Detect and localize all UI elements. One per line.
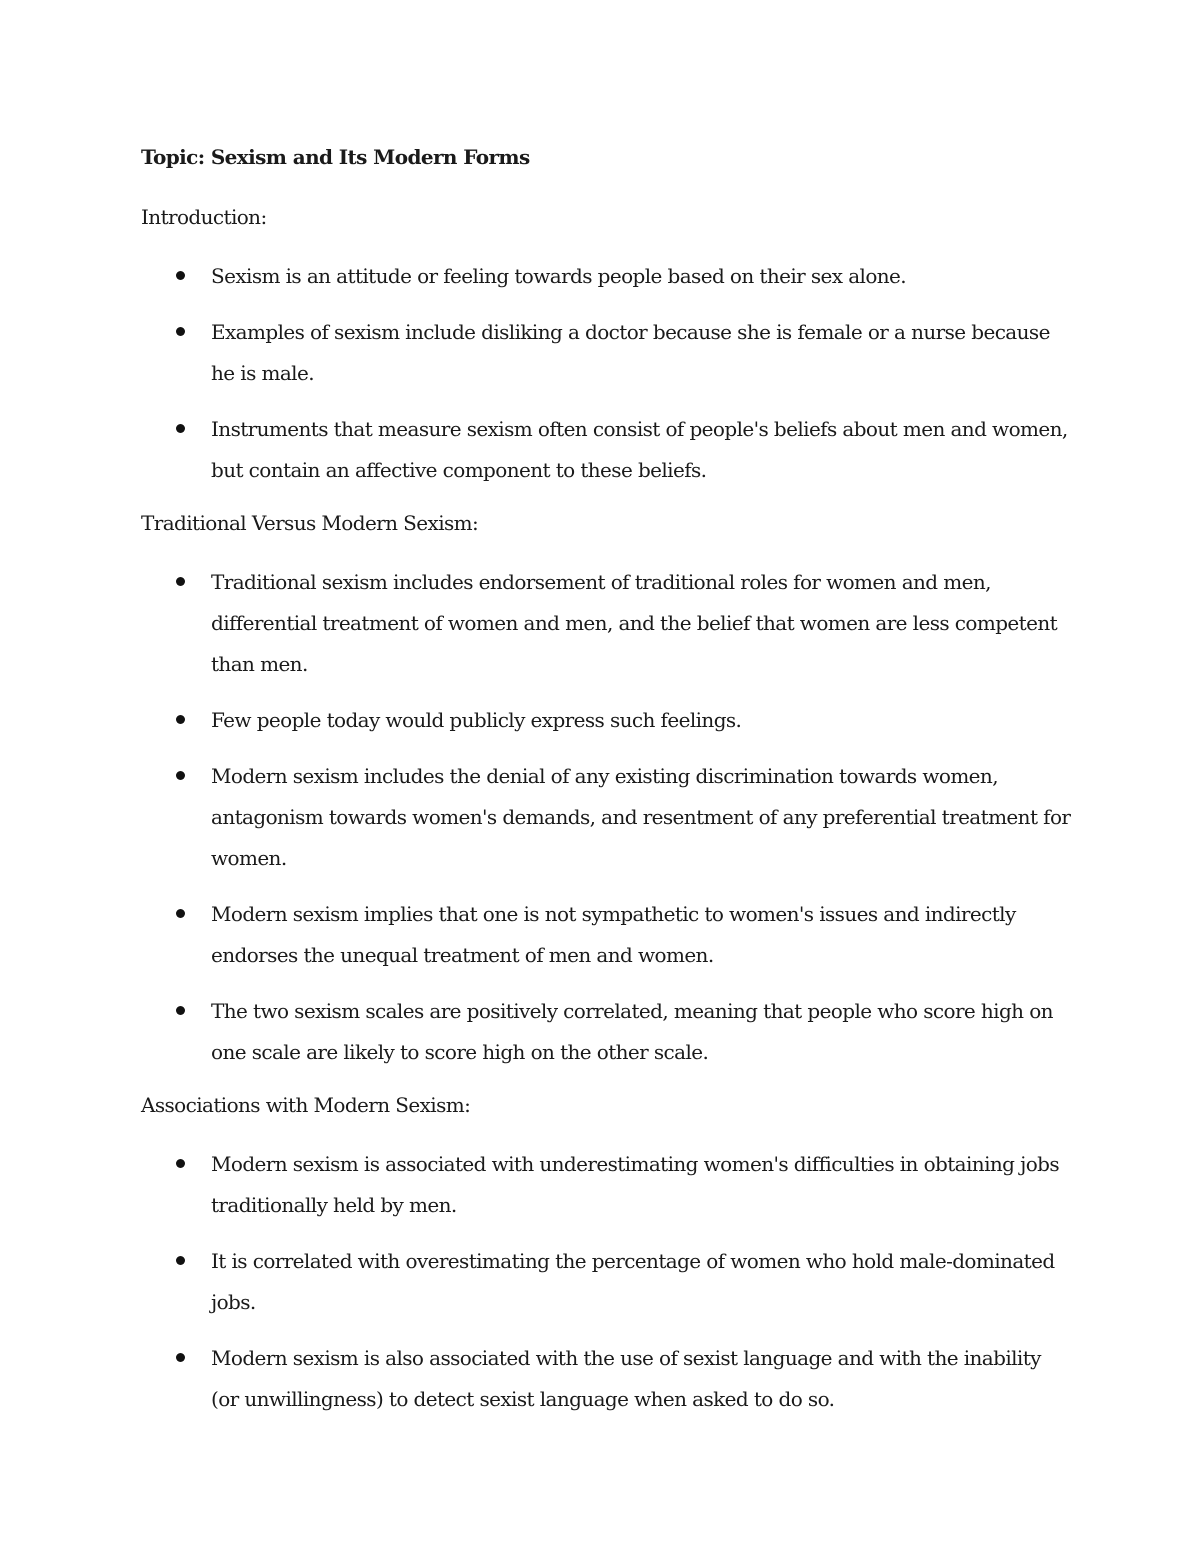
list-item [141, 312, 1071, 394]
list-item-text: Instruments that measure sexism often consist of people's beliefs about men and women, but contain an affective component to these beliefs. [211, 417, 1068, 482]
bullet-icon [176, 271, 185, 280]
list-item-text: Traditional sexism includes endorsement of traditional roles for women and men, differential treatment of women and men, and the belief that women are less competent than men. [211, 570, 1058, 676]
section-associations [141, 1088, 1071, 1420]
bullet-icon [176, 1006, 185, 1015]
section-heading: Introduction: [141, 205, 267, 229]
section-heading: Associations with Modern Sexism: [141, 1093, 471, 1117]
bullet-list [141, 562, 1071, 1073]
document-title: Topic: Sexism and Its Modern Forms [141, 145, 530, 169]
bullet-icon [176, 909, 185, 918]
bullet-icon [176, 1353, 185, 1362]
list-item-text: It is correlated with overestimating the percentage of women who hold male-dominated jobs. [211, 1249, 1055, 1314]
list-item-text: Sexism is an attitude or feeling towards people based on their sex alone. [211, 264, 907, 288]
section-introduction [141, 200, 1071, 491]
bullet-icon [176, 1159, 185, 1168]
list-item [141, 409, 1071, 491]
list-item-text: Modern sexism implies that one is not sympathetic to women's issues and indirectly endorses the unequal treatment of men and women. [211, 902, 1016, 967]
bullet-icon [176, 424, 185, 433]
list-item [141, 1241, 1071, 1323]
list-item-text: Modern sexism includes the denial of any existing discrimination towards women, antagonism towards women's demands, and resentment of any preferential treatment for women. [211, 764, 1071, 870]
section-traditional-vs-modern [141, 506, 1071, 1073]
bullet-icon [176, 715, 185, 724]
section-heading: Traditional Versus Modern Sexism: [141, 511, 479, 535]
bullet-icon [176, 577, 185, 586]
list-item-text: Few people today would publicly express such feelings. [211, 708, 742, 732]
bullet-list [141, 1144, 1071, 1420]
list-item-text: Modern sexism is also associated with the use of sexist language and with the inability (or unwillingness) to detect sexist language when asked to do so. [211, 1346, 1041, 1411]
bullet-icon [176, 327, 185, 336]
list-item-text: Examples of sexism include disliking a doctor because she is female or a nurse because he is male. [211, 320, 1050, 385]
list-item-text: The two sexism scales are positively correlated, meaning that people who score high on one scale are likely to score high on the other scale. [211, 999, 1053, 1064]
list-item [141, 1144, 1071, 1226]
document-body [141, 140, 1071, 1435]
list-item [141, 256, 1071, 297]
list-item [141, 700, 1071, 741]
list-item [141, 756, 1071, 879]
list-item [141, 1338, 1071, 1420]
list-item [141, 894, 1071, 976]
list-item [141, 991, 1071, 1073]
bullet-icon [176, 771, 185, 780]
list-item-text: Modern sexism is associated with underestimating women's difficulties in obtaining jobs traditionally held by men. [211, 1152, 1060, 1217]
bullet-list [141, 256, 1071, 491]
list-item [141, 562, 1071, 685]
bullet-icon [176, 1256, 185, 1265]
